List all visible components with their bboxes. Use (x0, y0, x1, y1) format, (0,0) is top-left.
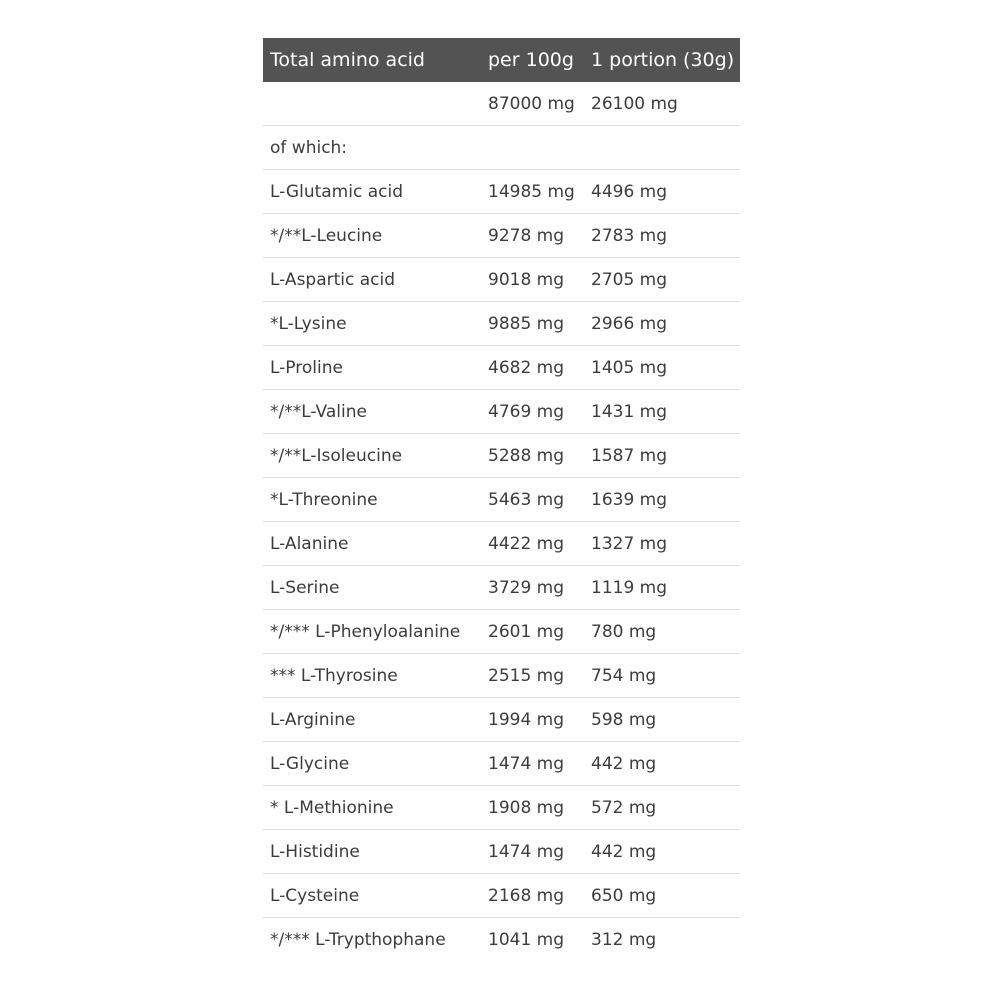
portion-cell: 780 mg (584, 610, 740, 654)
table-row (263, 126, 740, 170)
per-100g-cell: 9278 mg (481, 214, 584, 258)
portion-cell: 442 mg (584, 742, 740, 786)
portion-cell: 598 mg (584, 698, 740, 742)
amino-acid-name-cell: L-Alanine (263, 522, 481, 566)
amino-acid-name-cell: L-Glycine (263, 742, 481, 786)
table-row (263, 214, 740, 258)
amino-acid-name-cell (263, 82, 481, 126)
portion-cell: 650 mg (584, 874, 740, 918)
amino-acid-name-cell: * L-Methionine (263, 786, 481, 830)
amino-acid-name-cell: *L-Threonine (263, 478, 481, 522)
portion-cell: 1431 mg (584, 390, 740, 434)
per-100g-cell: 1908 mg (481, 786, 584, 830)
table-row (263, 566, 740, 610)
per-100g-cell: 9018 mg (481, 258, 584, 302)
amino-acid-name-cell: *L-Lysine (263, 302, 481, 346)
per-100g-cell: 1474 mg (481, 742, 584, 786)
portion-cell: 572 mg (584, 786, 740, 830)
per-100g-cell: 4422 mg (481, 522, 584, 566)
table-row (263, 698, 740, 742)
portion-cell: 1405 mg (584, 346, 740, 390)
table-row (263, 258, 740, 302)
per-100g-cell: 3729 mg (481, 566, 584, 610)
amino-acid-name-cell: L-Arginine (263, 698, 481, 742)
per-100g-cell: 2515 mg (481, 654, 584, 698)
table-header (263, 38, 740, 82)
header-portion: 1 portion (30g) (584, 38, 740, 82)
portion-cell: 1327 mg (584, 522, 740, 566)
portion-cell: 2783 mg (584, 214, 740, 258)
amino-acid-name-cell: L-Cysteine (263, 874, 481, 918)
per-100g-cell: 1041 mg (488, 929, 565, 950)
per-100g-cell: 1994 mg (481, 698, 584, 742)
portion-cell: 1119 mg (584, 566, 740, 610)
per-100g-cell: 14985 mg (481, 170, 584, 214)
amino-acid-table (263, 38, 740, 961)
table-row (263, 478, 740, 522)
table-row (263, 918, 740, 962)
amino-acid-name-cell: */*** L-Phenyloalanine (263, 610, 481, 654)
table-row (263, 346, 740, 390)
portion-cell: 1639 mg (584, 478, 740, 522)
header-per-100g: per 100g (481, 38, 584, 82)
amino-acid-name-cell: */*** L-Trypthophane (270, 929, 446, 950)
table-row (263, 830, 740, 874)
per-100g-cell: 5463 mg (481, 478, 584, 522)
table-row (263, 434, 740, 478)
table-row (263, 742, 740, 786)
table-row (263, 170, 740, 214)
portion-cell (584, 126, 740, 170)
table-row (263, 390, 740, 434)
amino-acid-name-cell: of which: (263, 126, 481, 170)
table-row (263, 874, 740, 918)
portion-cell: 2705 mg (584, 258, 740, 302)
table-row (263, 786, 740, 830)
per-100g-cell: 9885 mg (481, 302, 584, 346)
table-row (263, 610, 740, 654)
portion-cell: 4496 mg (584, 170, 740, 214)
amino-acid-name-cell: L-Aspartic acid (263, 258, 481, 302)
portion-cell: 2966 mg (584, 302, 740, 346)
table-body (263, 82, 740, 961)
amino-acid-name-cell: L-Proline (263, 346, 481, 390)
per-100g-cell: 5288 mg (481, 434, 584, 478)
table-row (263, 82, 740, 126)
table-row (263, 522, 740, 566)
header-row (263, 38, 740, 82)
portion-cell: 442 mg (584, 830, 740, 874)
portion-cell: 754 mg (584, 654, 740, 698)
portion-cell: 312 mg (591, 929, 657, 950)
portion-cell: 26100 mg (584, 82, 740, 126)
header-total-amino-acid: Total amino acid (263, 38, 481, 82)
portion-cell: 1587 mg (584, 434, 740, 478)
amino-acid-name-cell: L-Serine (263, 566, 481, 610)
table-row (263, 302, 740, 346)
amino-acid-name-cell: */**L-Leucine (263, 214, 481, 258)
per-100g-cell: 4769 mg (481, 390, 584, 434)
per-100g-cell: 2168 mg (481, 874, 584, 918)
amino-acid-name-cell: *** L-Thyrosine (263, 654, 481, 698)
per-100g-cell: 2601 mg (481, 610, 584, 654)
amino-acid-name-cell: L-Histidine (263, 830, 481, 874)
per-100g-cell: 87000 mg (481, 82, 584, 126)
table-row (263, 654, 740, 698)
amino-acid-name-cell: */**L-Isoleucine (263, 434, 481, 478)
per-100g-cell: 1474 mg (481, 830, 584, 874)
amino-acid-name-cell: */**L-Valine (263, 390, 481, 434)
amino-acid-name-cell: L-Glutamic acid (263, 170, 481, 214)
per-100g-cell (481, 126, 584, 170)
per-100g-cell: 4682 mg (481, 346, 584, 390)
